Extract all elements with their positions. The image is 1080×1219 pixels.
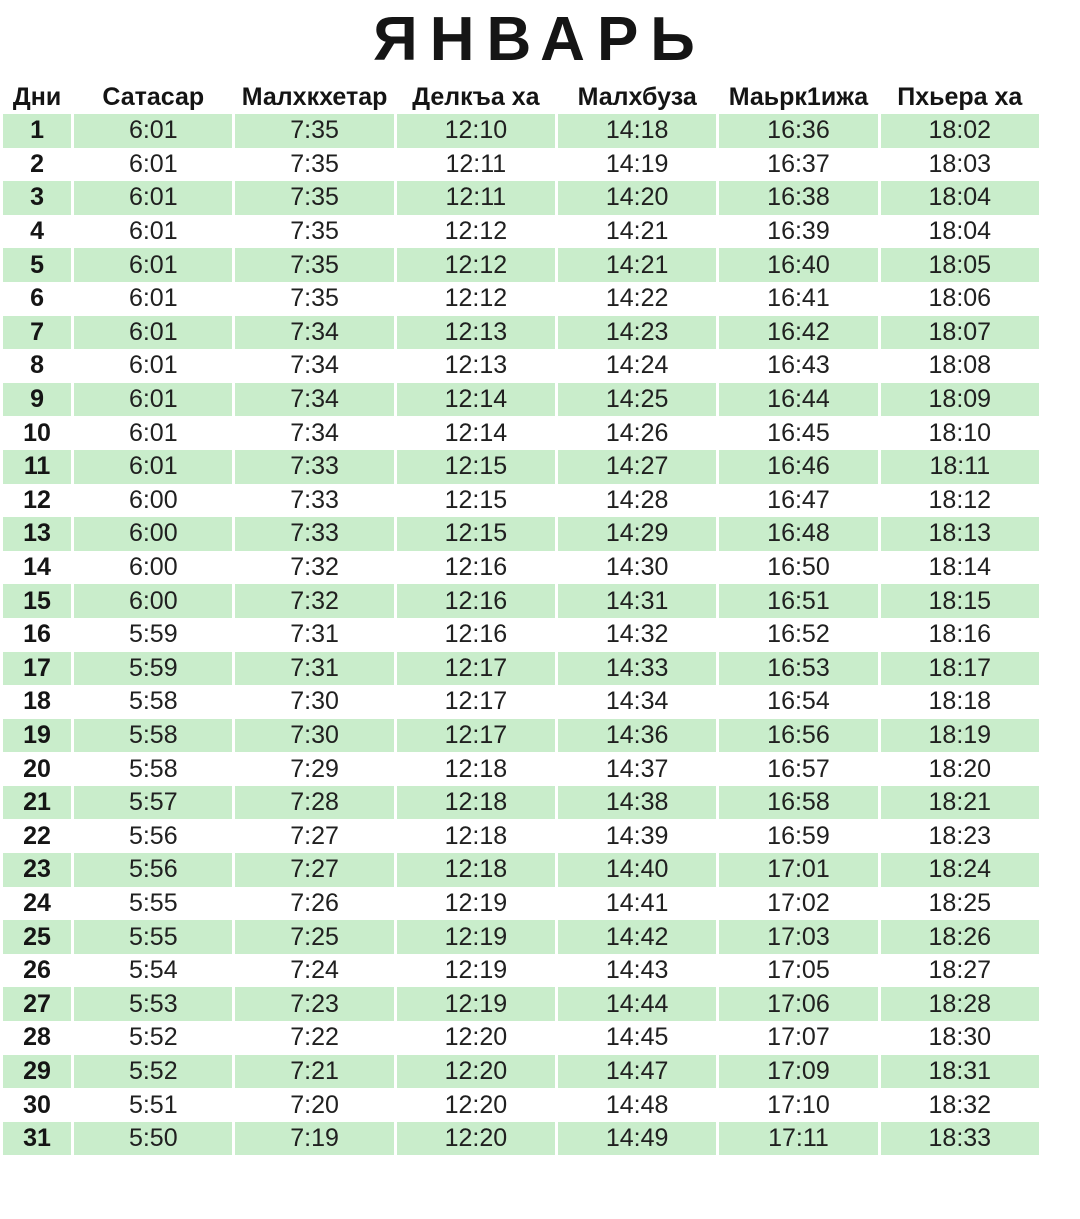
day-cell: 20: [23, 754, 51, 783]
table-row: [3, 1055, 1039, 1089]
time-cell: 18:25: [928, 888, 992, 917]
table-row: [3, 484, 1039, 518]
time-cell: 16:58: [719, 786, 877, 820]
time-cell: 16:59: [767, 821, 830, 850]
time-cell: 14:21: [558, 248, 716, 282]
time-cell: 16:53: [719, 652, 877, 686]
time-cell: 7:35: [235, 248, 393, 282]
table-row: [3, 920, 1039, 954]
time-cell: 18:17: [881, 652, 1039, 686]
table-row: [3, 181, 1039, 215]
day-cell: 21: [3, 786, 71, 820]
time-cell: 18:02: [881, 114, 1039, 148]
day-cell: 14: [23, 553, 51, 582]
day-cell: 29: [3, 1055, 71, 1089]
time-cell: 18:12: [928, 485, 992, 514]
time-cell: 5:59: [74, 652, 232, 686]
time-cell: 5:53: [74, 987, 232, 1021]
day-cell: 23: [3, 853, 71, 887]
time-cell: 14:37: [605, 754, 669, 783]
table-row: [3, 584, 1039, 618]
table-row: [3, 652, 1039, 686]
time-cell: 16:57: [767, 754, 830, 783]
time-cell: 5:57: [74, 786, 232, 820]
time-cell: 14:29: [558, 517, 716, 551]
time-cell: 7:34: [290, 418, 339, 447]
time-cell: 16:54: [767, 687, 830, 716]
time-cell: 18:19: [881, 719, 1039, 753]
table-row: [3, 282, 1039, 316]
time-cell: 12:19: [397, 987, 555, 1021]
column-header-malkhkhetar: Малхкхетар: [241, 82, 388, 111]
time-cell: 7:20: [290, 1090, 339, 1119]
time-cell: 17:03: [719, 920, 877, 954]
day-cell: 3: [3, 181, 71, 215]
time-cell: 7:21: [235, 1055, 393, 1089]
time-cell: 12:15: [444, 485, 508, 514]
table-row: [3, 786, 1039, 820]
table-row: [3, 316, 1039, 350]
time-cell: 7:35: [290, 217, 339, 246]
time-cell: 6:00: [128, 485, 178, 514]
time-cell: 6:01: [74, 316, 232, 350]
time-cell: 6:01: [128, 284, 178, 313]
time-cell: 12:19: [397, 920, 555, 954]
time-cell: 18:27: [928, 956, 992, 985]
table-row: [3, 887, 1039, 921]
day-cell: 28: [23, 1023, 51, 1052]
time-cell: 14:23: [558, 316, 716, 350]
time-cell: 7:35: [290, 149, 339, 178]
time-cell: 14:34: [605, 687, 669, 716]
table-row: [3, 752, 1039, 786]
time-cell: 7:29: [290, 754, 339, 783]
time-cell: 7:33: [235, 450, 393, 484]
time-cell: 7:25: [235, 920, 393, 954]
time-cell: 18:31: [881, 1055, 1039, 1089]
table-row: [3, 685, 1039, 719]
day-cell: 7: [3, 316, 71, 350]
time-cell: 12:20: [397, 1055, 555, 1089]
time-cell: 16:40: [719, 248, 877, 282]
time-cell: 17:06: [719, 987, 877, 1021]
time-cell: 5:50: [74, 1122, 232, 1156]
time-cell: 16:38: [719, 181, 877, 215]
time-cell: 12:20: [397, 1122, 555, 1156]
time-cell: 12:17: [397, 652, 555, 686]
time-cell: 14:39: [605, 821, 669, 850]
time-cell: 6:00: [128, 553, 178, 582]
time-cell: 12:19: [444, 956, 508, 985]
time-cell: 7:32: [235, 584, 393, 618]
time-cell: 5:52: [74, 1055, 232, 1089]
time-cell: 17:09: [719, 1055, 877, 1089]
page-title: ЯНВАРЬ: [373, 5, 707, 74]
time-cell: 12:17: [397, 719, 555, 753]
time-cell: 17:05: [767, 956, 830, 985]
time-cell: 16:41: [767, 284, 830, 313]
time-cell: 12:18: [444, 821, 508, 850]
time-cell: 12:11: [397, 181, 555, 215]
time-cell: 7:19: [235, 1122, 393, 1156]
time-cell: 12:14: [397, 383, 555, 417]
time-cell: 14:49: [558, 1122, 716, 1156]
table-row: [3, 114, 1039, 148]
time-cell: 7:35: [235, 181, 393, 215]
time-cell: 14:45: [605, 1023, 669, 1052]
column-header-days: Дни: [12, 82, 62, 111]
time-cell: 14:41: [605, 888, 669, 917]
time-cell: 14:25: [558, 383, 716, 417]
day-cell: 10: [23, 418, 51, 447]
time-cell: 16:46: [719, 450, 877, 484]
time-cell: 18:09: [881, 383, 1039, 417]
time-cell: 7:34: [235, 316, 393, 350]
time-cell: 6:01: [74, 181, 232, 215]
time-cell: 12:12: [397, 248, 555, 282]
time-cell: 12:16: [444, 620, 508, 649]
time-cell: 7:34: [290, 351, 339, 380]
time-cell: 5:58: [128, 687, 178, 716]
time-cell: 18:05: [881, 248, 1039, 282]
day-cell: 8: [30, 351, 45, 380]
time-cell: 16:42: [719, 316, 877, 350]
day-cell: 16: [23, 620, 51, 649]
table-row: [3, 954, 1039, 988]
time-cell: 18:18: [928, 687, 992, 716]
time-cell: 7:33: [290, 485, 339, 514]
time-cell: 7:35: [290, 284, 339, 313]
time-cell: 7:35: [235, 114, 393, 148]
time-cell: 16:48: [719, 517, 877, 551]
time-cell: 7:31: [290, 620, 339, 649]
time-cell: 7:32: [290, 553, 339, 582]
time-cell: 18:21: [881, 786, 1039, 820]
day-cell: 25: [3, 920, 71, 954]
time-cell: 16:56: [719, 719, 877, 753]
time-cell: 6:01: [74, 114, 232, 148]
time-cell: 16:36: [719, 114, 877, 148]
time-cell: 12:17: [444, 687, 508, 716]
time-cell: 7:27: [290, 821, 339, 850]
time-cell: 14:26: [605, 418, 669, 447]
time-cell: 7:30: [235, 719, 393, 753]
time-cell: 17:02: [767, 888, 830, 917]
time-cell: 18:15: [881, 584, 1039, 618]
time-cell: 16:37: [767, 149, 830, 178]
time-cell: 5:55: [128, 888, 178, 917]
time-cell: 17:01: [719, 853, 877, 887]
time-cell: 6:01: [74, 383, 232, 417]
time-cell: 16:47: [767, 485, 830, 514]
time-cell: 5:58: [128, 754, 178, 783]
day-cell: 12: [23, 485, 51, 514]
time-cell: 14:47: [558, 1055, 716, 1089]
time-cell: 18:13: [881, 517, 1039, 551]
time-cell: 6:01: [128, 217, 178, 246]
table-header-row: [3, 80, 1039, 114]
day-cell: 26: [23, 956, 51, 985]
time-cell: 12:18: [444, 754, 508, 783]
time-cell: 16:50: [767, 553, 830, 582]
time-cell: 5:58: [74, 719, 232, 753]
time-cell: 18:30: [928, 1023, 992, 1052]
time-cell: 12:10: [397, 114, 555, 148]
time-cell: 18:20: [928, 754, 992, 783]
time-cell: 14:27: [558, 450, 716, 484]
time-cell: 12:12: [444, 217, 508, 246]
time-cell: 18:11: [881, 450, 1039, 484]
day-cell: 24: [23, 888, 51, 917]
prayer-times-table: [0, 80, 1042, 1155]
time-cell: 14:30: [605, 553, 669, 582]
table-row: [3, 1122, 1039, 1156]
time-cell: 17:10: [767, 1090, 830, 1119]
time-cell: 14:31: [558, 584, 716, 618]
time-cell: 14:36: [558, 719, 716, 753]
time-cell: 12:19: [444, 888, 508, 917]
day-cell: 27: [3, 987, 71, 1021]
time-cell: 18:23: [928, 821, 992, 850]
column-header-malkhbuza: Малхбуза: [577, 82, 697, 111]
table-body: [3, 114, 1039, 1155]
column-header-delkya-kha: Делкъа ха: [412, 82, 540, 111]
time-cell: 6:00: [74, 584, 232, 618]
day-cell: 4: [30, 217, 45, 246]
time-cell: 7:28: [235, 786, 393, 820]
time-cell: 6:01: [128, 351, 178, 380]
time-cell: 12:16: [444, 553, 508, 582]
table-row: [3, 383, 1039, 417]
time-cell: 16:44: [719, 383, 877, 417]
time-cell: 18:06: [928, 284, 992, 313]
table-row: [3, 450, 1039, 484]
time-cell: 5:54: [128, 956, 178, 985]
day-cell: 31: [3, 1122, 71, 1156]
time-cell: 18:10: [928, 418, 992, 447]
time-cell: 16:39: [767, 217, 830, 246]
time-cell: 6:01: [128, 418, 178, 447]
time-cell: 14:40: [558, 853, 716, 887]
time-cell: 7:30: [290, 687, 339, 716]
table-row: [3, 551, 1039, 585]
time-cell: 7:33: [235, 517, 393, 551]
table-row: [3, 215, 1039, 249]
time-cell: 12:13: [444, 351, 508, 380]
table-row: [3, 349, 1039, 383]
day-cell: 13: [3, 517, 71, 551]
time-cell: 5:56: [74, 853, 232, 887]
time-cell: 18:16: [928, 620, 992, 649]
day-cell: 6: [30, 284, 45, 313]
time-cell: 12:18: [397, 853, 555, 887]
time-cell: 12:12: [444, 284, 508, 313]
time-cell: 5:55: [74, 920, 232, 954]
time-cell: 7:26: [290, 888, 339, 917]
time-cell: 16:52: [767, 620, 830, 649]
time-cell: 12:20: [444, 1023, 508, 1052]
table-row: [3, 416, 1039, 450]
time-cell: 14:22: [605, 284, 669, 313]
time-cell: 14:32: [605, 620, 669, 649]
table-row: [3, 517, 1039, 551]
time-cell: 18:14: [928, 553, 992, 582]
time-cell: 18:24: [881, 853, 1039, 887]
day-cell: 1: [3, 114, 71, 148]
time-cell: 14:21: [605, 217, 669, 246]
time-cell: 14:42: [558, 920, 716, 954]
day-cell: 11: [3, 450, 71, 484]
table-row: [3, 148, 1039, 182]
time-cell: 18:04: [928, 217, 992, 246]
time-cell: 17:11: [719, 1122, 877, 1156]
day-cell: 2: [30, 149, 45, 178]
day-cell: 17: [3, 652, 71, 686]
time-cell: 6:00: [74, 517, 232, 551]
column-header-markizha: Маьрк1ижа: [728, 82, 869, 111]
time-cell: 7:24: [290, 956, 339, 985]
time-cell: 14:43: [605, 956, 669, 985]
time-cell: 12:16: [397, 584, 555, 618]
time-cell: 16:43: [767, 351, 830, 380]
time-cell: 14:33: [558, 652, 716, 686]
time-cell: 14:28: [605, 485, 669, 514]
day-cell: 19: [3, 719, 71, 753]
time-cell: 14:48: [605, 1090, 669, 1119]
time-cell: 5:51: [128, 1090, 178, 1119]
time-cell: 5:56: [128, 821, 178, 850]
day-cell: 18: [23, 687, 51, 716]
day-cell: 15: [3, 584, 71, 618]
time-cell: 17:07: [767, 1023, 830, 1052]
time-cell: 14:38: [558, 786, 716, 820]
time-cell: 18:07: [881, 316, 1039, 350]
table-row: [3, 819, 1039, 853]
time-cell: 12:14: [444, 418, 508, 447]
time-cell: 12:15: [397, 450, 555, 484]
time-cell: 7:22: [290, 1023, 339, 1052]
time-cell: 16:51: [719, 584, 877, 618]
day-cell: 9: [3, 383, 71, 417]
time-cell: 7:31: [235, 652, 393, 686]
time-cell: 5:59: [128, 620, 178, 649]
time-cell: 18:08: [928, 351, 992, 380]
time-cell: 7:23: [235, 987, 393, 1021]
time-cell: 18:28: [881, 987, 1039, 1021]
time-cell: 6:01: [74, 248, 232, 282]
time-cell: 14:19: [605, 149, 669, 178]
table-row: [3, 1021, 1039, 1055]
time-cell: 6:01: [128, 149, 178, 178]
time-cell: 12:11: [445, 149, 507, 178]
table-row: [3, 853, 1039, 887]
time-cell: 14:20: [558, 181, 716, 215]
table-row: [3, 618, 1039, 652]
time-cell: 12:20: [444, 1090, 508, 1119]
column-header-satasar: Сатасар: [102, 82, 205, 111]
time-cell: 7:27: [235, 853, 393, 887]
table-row: [3, 1088, 1039, 1122]
table-row: [3, 719, 1039, 753]
day-cell: 22: [23, 821, 51, 850]
time-cell: 12:15: [397, 517, 555, 551]
time-cell: 12:13: [397, 316, 555, 350]
time-cell: 7:34: [235, 383, 393, 417]
time-cell: 18:33: [881, 1122, 1039, 1156]
time-cell: 18:26: [881, 920, 1039, 954]
time-cell: 14:44: [558, 987, 716, 1021]
table-row: [3, 248, 1039, 282]
day-cell: 30: [23, 1090, 51, 1119]
table-row: [3, 987, 1039, 1021]
time-cell: 12:18: [397, 786, 555, 820]
time-cell: 16:45: [767, 418, 830, 447]
time-cell: 18:32: [928, 1090, 992, 1119]
time-cell: 6:01: [74, 450, 232, 484]
column-header-pkhera-kha: Пхьера ха: [897, 82, 1023, 111]
time-cell: 14:18: [558, 114, 716, 148]
day-cell: 5: [3, 248, 71, 282]
time-cell: 14:24: [605, 351, 669, 380]
time-cell: 18:03: [928, 149, 992, 178]
time-cell: 18:04: [881, 181, 1039, 215]
time-cell: 5:52: [128, 1023, 178, 1052]
